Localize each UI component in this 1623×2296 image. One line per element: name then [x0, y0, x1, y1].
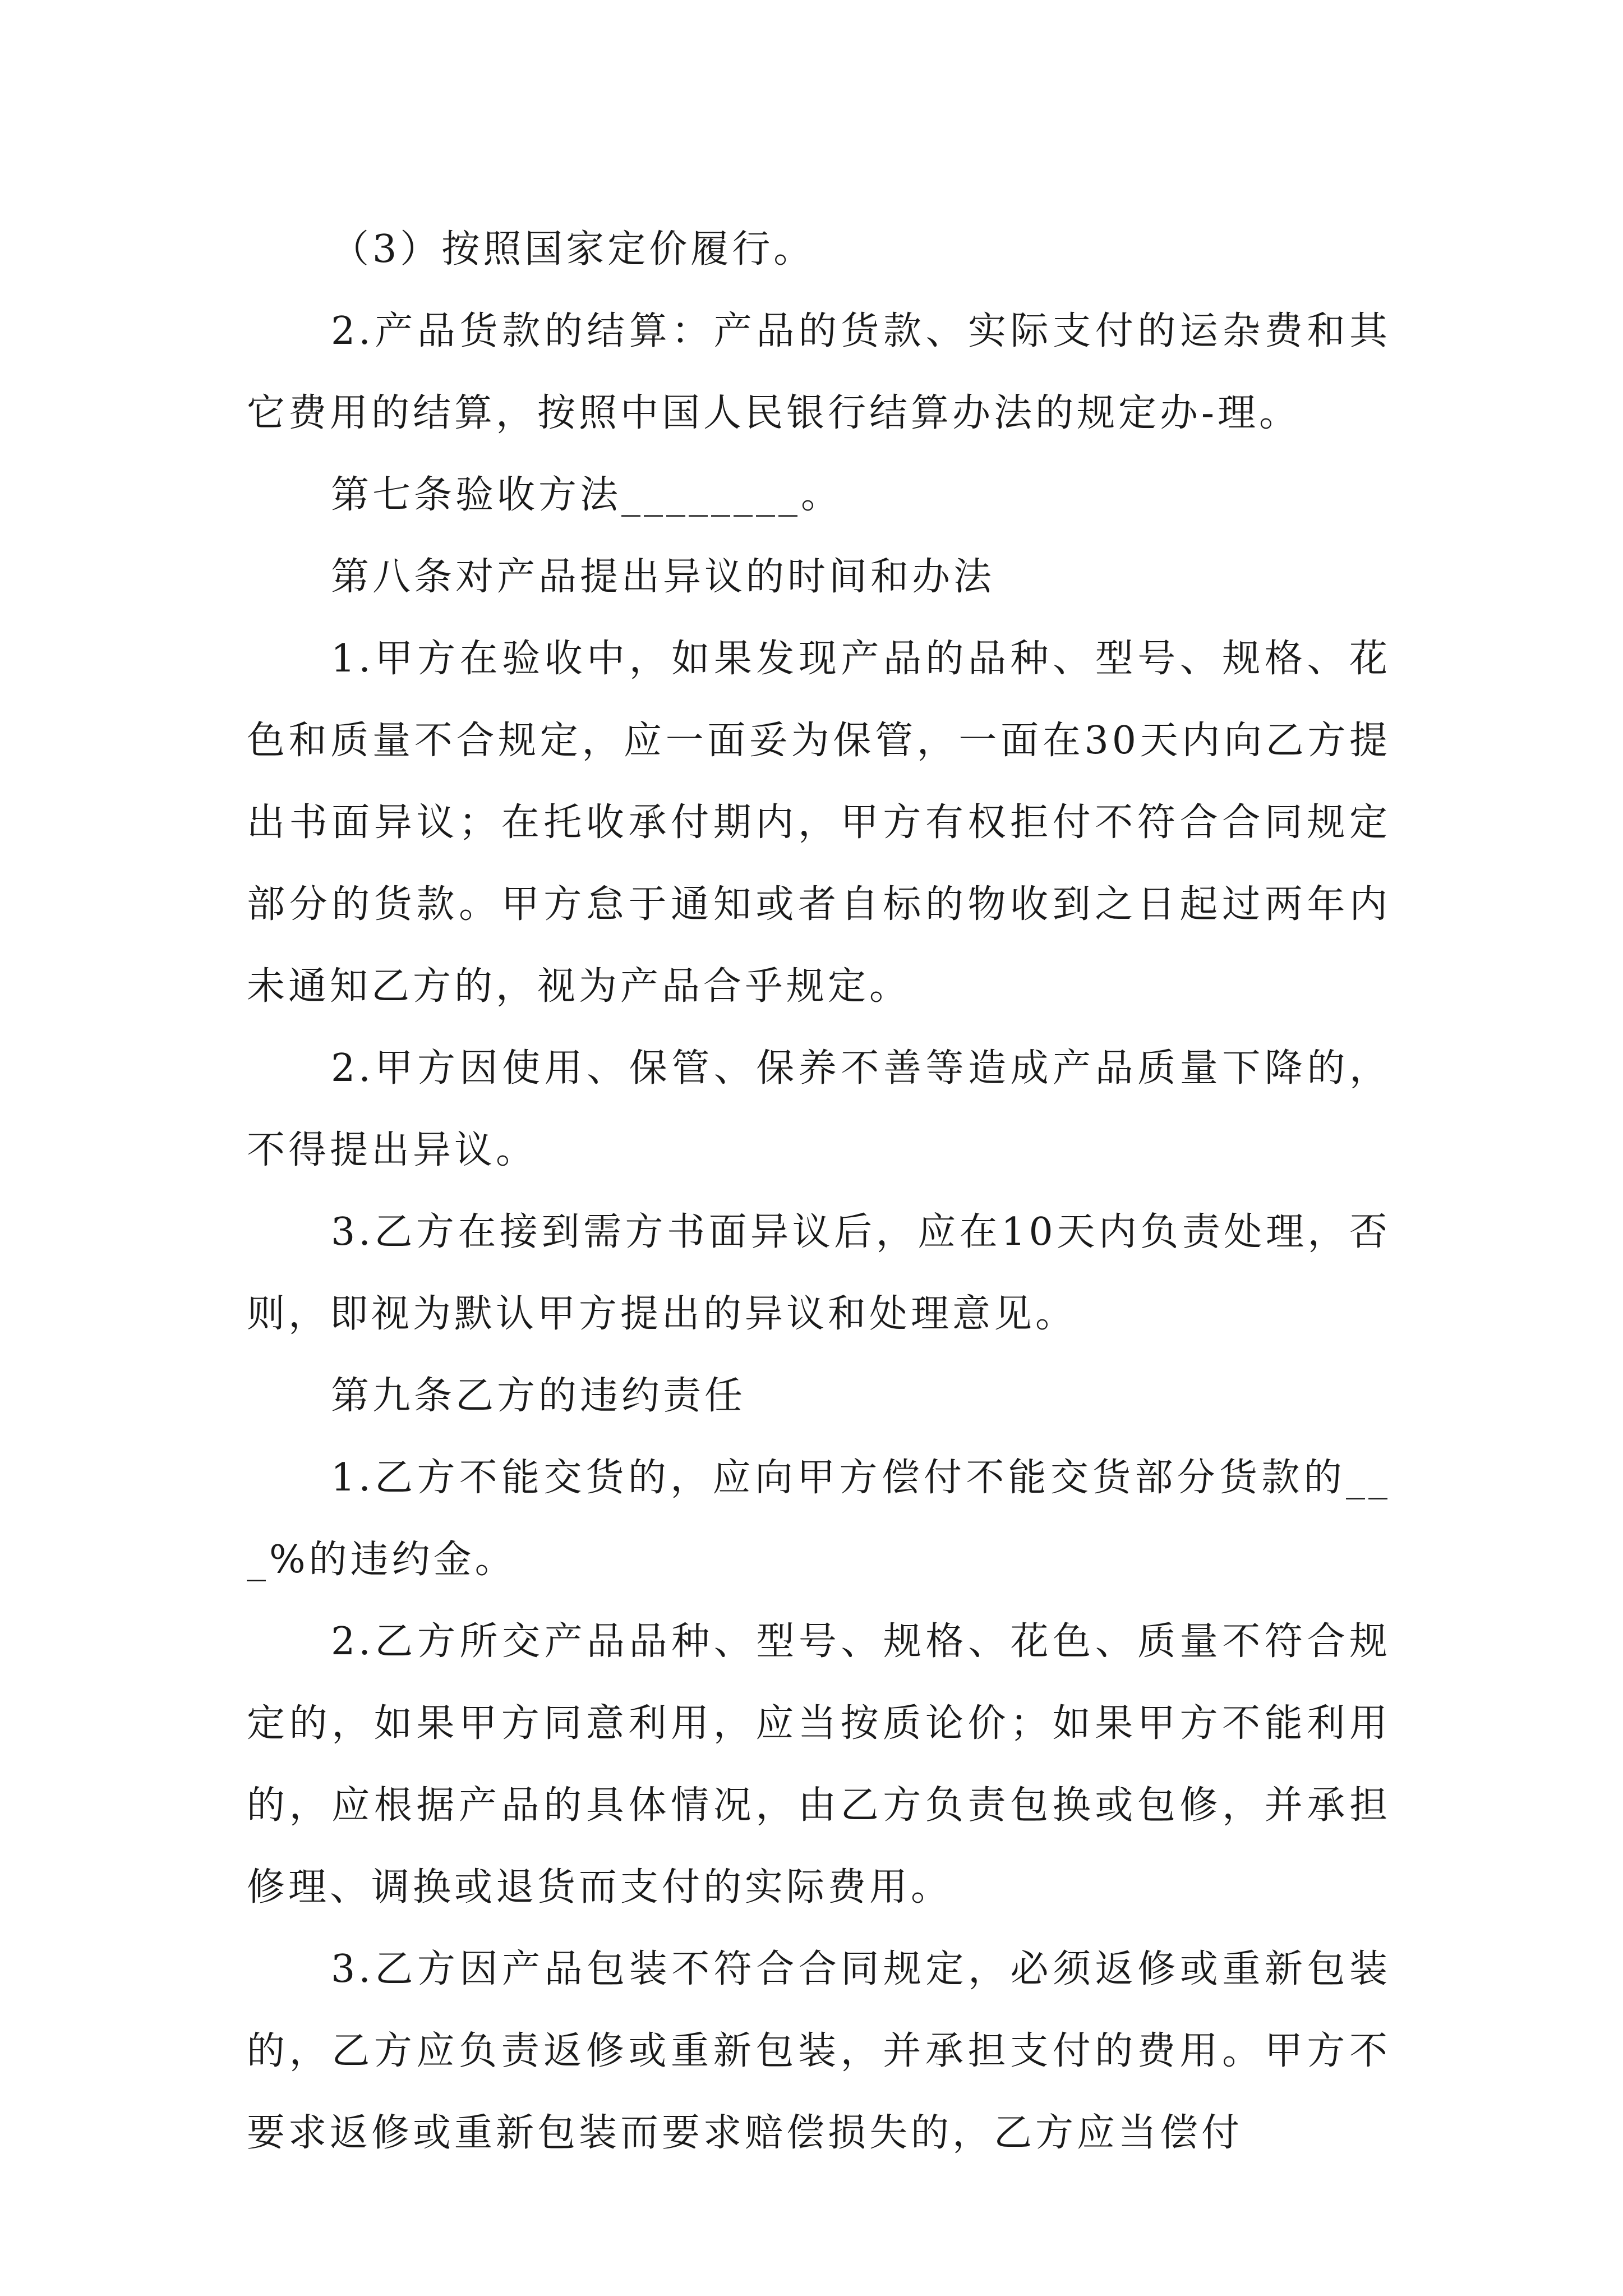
paragraph-payment-settlement: 2.产品货款的结算：产品的货款、实际支付的运杂费和其它费用的结算，按照中国人民银行结算办法的规定办-理。 [247, 309, 1391, 435]
heading-article-9: 第九条乙方的违约责任 [331, 1374, 746, 1418]
paragraph-objection-3: 3.乙方在接到需方书面异议后，应在10天内负责处理，否则，即视为默认甲方提出的异议和处理意见。 [247, 1210, 1391, 1336]
paragraph-pricing-state: （3）按照国家定价履行。 [331, 227, 815, 272]
paragraph-objection-2: 2.甲方因使用、保管、保养不善等造成产品质量下降的，不得提出异议。 [247, 1046, 1391, 1172]
heading-article-7: 第七条验收方法________。 [331, 473, 843, 517]
paragraph-liability-1: 1.乙方不能交货的，应向甲方偿付不能交货部分货款的___%的违约金。 [247, 1456, 1391, 1582]
paragraph-objection-1: 1.甲方在验收中，如果发现产品的品种、型号、规格、花色和质量不合规定，应一面妥为保管，一面在30天内向乙方提出书面异议；在托收承付期内，甲方有权拒付不符合合同规定部分的货款。甲方怠于通知或者自标的物收到之日起过两年内未通知乙方的，视为产品合乎规定。 [247, 637, 1391, 1009]
heading-article-8: 第八条对产品提出异议的时间和办法 [331, 555, 995, 599]
paragraph-liability-2: 2.乙方所交产品品种、型号、规格、花色、质量不符合规定的，如果甲方同意利用，应当按质论价；如果甲方不能利用的，应根据产品的具体情况，由乙方负责包换或包修，并承担修理、调换或退货而支付的实际费用。 [247, 1619, 1391, 1910]
paragraph-liability-3: 3.乙方因产品包装不符合合同规定，必须返修或重新包装的，乙方应负责返修或重新包装，并承担支付的费用。甲方不要求返修或重新包装而要求赔偿损失的，乙方应当偿付 [247, 1947, 1391, 2155]
document-body [247, 209, 1391, 2174]
